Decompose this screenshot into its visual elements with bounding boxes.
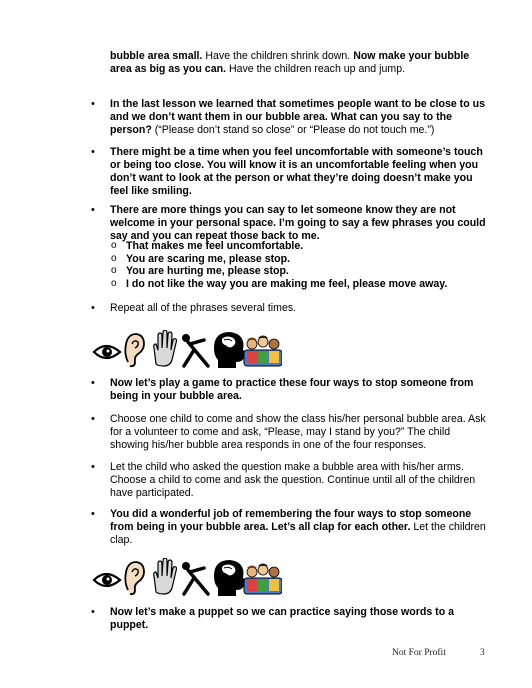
eye-icon [94, 574, 120, 586]
bold-text: There might be a time when you feel uncomfortable with someone’s touch or being too close. You will know it is an uncomfortable feeling when you don’t want to look at the person or what they’re doing doesn’t make you feel like smiling. [110, 146, 483, 197]
phrase-text: I do not like the way you are making me feel, please move away. [126, 277, 448, 290]
children-group-icon [244, 336, 282, 367]
sub-bullet-marker: o [111, 265, 117, 276]
bullet-marker: • [91, 98, 95, 110]
head-profile-icon [214, 560, 246, 596]
hand-icon [154, 558, 177, 594]
sub-bullet-marker: o [111, 277, 117, 289]
children-group-icon [244, 564, 282, 595]
eye-icon [94, 346, 120, 358]
ear-icon [125, 334, 144, 366]
phrase-text: You are scaring me, please stop. [126, 252, 291, 265]
phrase-item [111, 252, 291, 266]
plain-text: Repeat all of the phrases several times. [110, 302, 297, 314]
sub-bullet-marker: o [111, 252, 117, 264]
page-number: 3 [480, 648, 485, 658]
phrase-item [111, 277, 448, 291]
phrase-item [111, 265, 289, 278]
bullet-paragraph-8 [110, 508, 488, 547]
bullet-paragraph-2 [110, 146, 488, 198]
bullet-marker: • [91, 606, 95, 618]
bullet-paragraph-3 [110, 204, 488, 243]
continuation-paragraph [110, 50, 488, 76]
bullet-marker: • [91, 508, 95, 520]
plain-text: Let the child who asked the question make a bubble area with his/her arms. Choose a child to come and ask the question. Continue until all of the children have participated. [110, 461, 476, 499]
bullet-paragraph-1 [110, 98, 488, 137]
bullet-paragraph-9 [110, 606, 488, 632]
hand-icon [154, 330, 177, 366]
icon-strip [92, 330, 282, 370]
plain-text: Have the children reach up and jump. [226, 63, 406, 75]
bold-text: Now let’s make a puppet so we can practice saying those words to a puppet. [110, 606, 455, 631]
bullet-marker: • [91, 377, 95, 389]
bold-text: You did a wonderful job of remembering the four ways to stop someone from being in your bubble area. Let’s all clap for each other. [110, 508, 472, 533]
bold-text: bubble area small. [110, 50, 203, 62]
bullet-paragraph-4 [110, 302, 488, 315]
footer-note: Not For Profit [392, 648, 446, 658]
bullet-marker: • [91, 461, 95, 473]
plain-text: Have the children shrink down. [202, 50, 354, 62]
ear-icon [125, 562, 144, 594]
bullet-marker: • [91, 413, 95, 425]
bold-text: Now make your bubble area as big as you can. [110, 50, 470, 75]
head-profile-icon [214, 332, 246, 368]
bullet-paragraph-6 [110, 413, 488, 452]
stretching-figure-icon [182, 562, 208, 594]
bold-text: In the last lesson we learned that sometimes people want to be close to us and we don’t want them in our bubble area. What can you say to the person? [110, 98, 485, 136]
plain-text: Choose one child to come and show the class his/her personal bubble area. Ask for a volunteer to come and ask, “Please, may I stand by you?” The child showing his/her bubble area responds in one of the four responses. [110, 413, 486, 451]
stretching-figure-icon [182, 334, 208, 366]
bold-text: There are more things you can say to let someone know they are not welcome in your personal space. I’m going to say a few phrases you could say and you can repeat those back to me. [110, 204, 486, 242]
plain-text: (“Please don’t stand so close” or “Please do not touch me.”) [151, 124, 435, 136]
phrase-text: That makes me feel uncomfortable. [126, 240, 304, 252]
phrase-item [111, 240, 304, 253]
bullet-marker: • [91, 146, 95, 158]
sub-bullet-marker: o [111, 240, 117, 251]
icon-strip [92, 558, 282, 598]
plain-text: Let the children clap. [110, 521, 486, 546]
bullet-marker: • [91, 302, 95, 314]
bullet-paragraph-7 [110, 461, 488, 500]
bullet-paragraph-5 [110, 377, 488, 403]
phrase-text: You are hurting me, please stop. [126, 265, 289, 277]
bold-text: Now let’s play a game to practice these four ways to stop someone from being in your bubble area. [110, 377, 474, 402]
bullet-marker: • [91, 204, 95, 216]
